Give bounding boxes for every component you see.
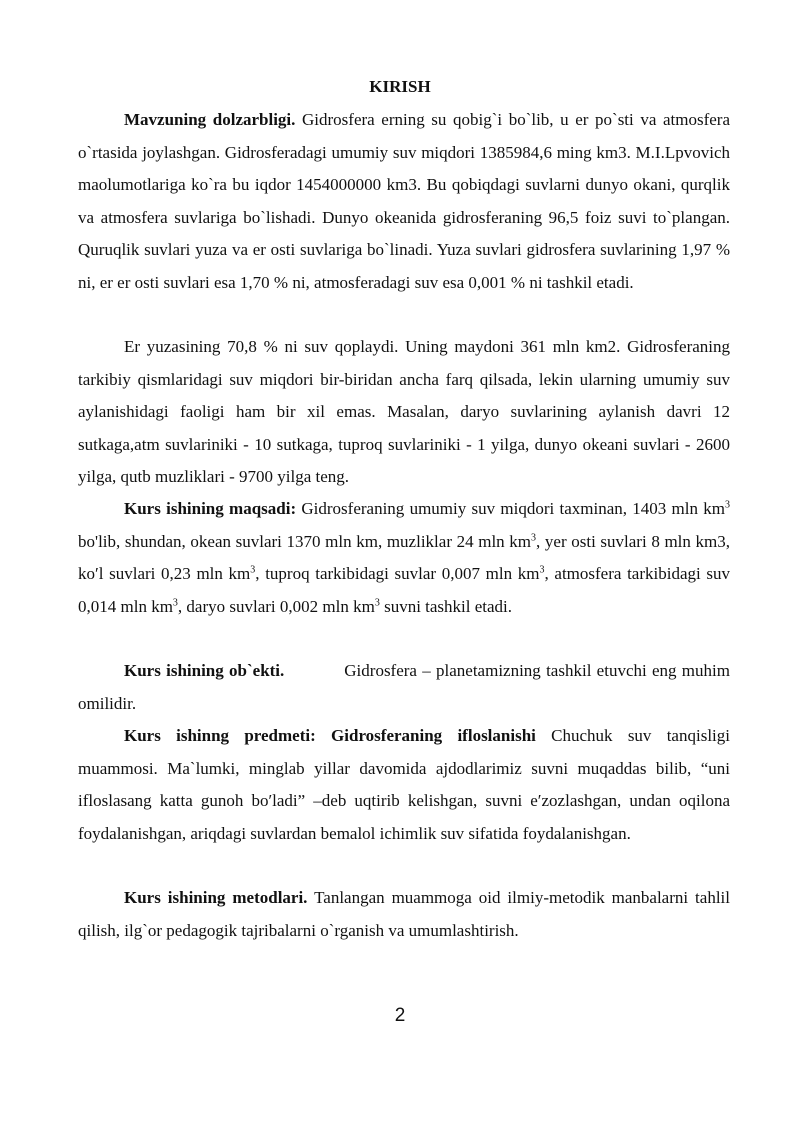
text-goal-6: , daryo suvlari 0,002 mln km	[177, 596, 375, 616]
heading-relevance: Mavzuning dolzarbligi.	[124, 110, 296, 129]
text-relevance: Gidrosfera erning su qobig`i bo`lib, u er po`sti va atmosfera o`rtasida joylashgan. Gidrosferadagi umumiy suv miqdori 1385984,6 ming km3. M.I.Lpvovich maolumotlariga ko`ra bu iqdor 1454000000 km3. Bu qobiqdagi suvlarni dunyo okani, qurqlik va atmosfera suvlariga bo`lishadi. Dunyo okeanida gidrosferaning 96,5 foiz suvi to`plangan. Quruqlik suvlari yuza va er osti suvlariga bo`linadi. Yuza suvlari gidrosfera suvlarining 1,97 % ni, er er osti suvlari esa 1,70 % ni, atmosferadagi suv esa 0,001 % ni tashkil etadi.	[78, 110, 730, 292]
text-goal-4: , tuproq tarkibidagi suvlar 0,007 mln km	[255, 564, 540, 583]
superscript-3: 3	[172, 596, 178, 608]
superscript-3: 3	[374, 596, 380, 608]
paragraph-earth-surface	[78, 331, 730, 494]
superscript-3: 3	[531, 531, 537, 543]
superscript-3: 3	[250, 564, 256, 576]
text-object: Gidrosfera – planetamizning tashkil etuvchi eng muhim omilidir.	[78, 661, 730, 713]
heading-methods: Kurs ishining metodlari.	[124, 888, 308, 907]
text-goal-1: Gidrosferaning umumiy suv miqdori taxminan, 1403 mln km	[296, 499, 725, 518]
text-goal-2: bo'lib, shundan, okean suvlari 1370 mln km, muzliklar 24 mln km	[78, 531, 532, 551]
text-goal-7: suvni tashkil etadi.	[379, 596, 513, 616]
paragraph-relevance	[78, 104, 730, 299]
text-methods: Tanlangan muammoga oid ilmiy-metodik manbalarni tahlil qilish, ilg`or pedagogik tajribalarni o`rganish va umumlashtirish.	[78, 888, 730, 940]
paragraph-subject	[78, 720, 730, 850]
paragraph-object	[78, 655, 730, 720]
text-earth-surface: Er yuzasining 70,8 % ni suv qoplaydi. Uning maydoni 361 mln km2. Gidrosferaning tarkibiy qismlaridagi suv miqdori bir-biridan ancha farq qilsada, lekin ularning umumiy suv aylanishidagi faoligi ham bir xil emas. Masalan, daryo suvlarining aylanish davri 12 sutkaga,atm suvlariniki - 10 sutkaga, tuproq suvlariniki - 1 yilga, dunyo okeani suvlari - 2600 yilga, qutb muzliklari - 9700 yilga teng.	[78, 337, 730, 486]
text-subject: Chuchuk suv tanqisligi muammosi. Ma`lumki, minglab yillar davomida ajdodlarimiz suvni muqaddas bilib, “uni ifloslasang katta gunoh bo′ladi” –deb uqtirib kelishgan, suvni e′zozlashgan, undan oqilona foydalanishgan, ariqdagi suvlardan bemalol ichimlik suv sifatida foydalanishgan.	[78, 726, 730, 843]
page-number: 2	[394, 1005, 406, 1026]
page-title: KIRISH	[369, 77, 431, 96]
superscript-3: 3	[725, 499, 730, 511]
text-goal-3: , yer osti suvlari 8 mln km3, ko′l suvlari 0,23 mln km	[78, 531, 730, 583]
paragraph-goal	[78, 493, 730, 623]
text-goal-5: , atmosfera tarkibidagi suv 0,014 mln km	[78, 564, 730, 616]
superscript-3: 3	[539, 564, 545, 576]
paragraph-methods	[78, 882, 730, 947]
heading-subject: Kurs ishinng predmeti: Gidrosferaning ifloslanishi	[124, 726, 536, 745]
heading-object: Kurs ishining ob`ekti.	[124, 661, 285, 680]
heading-goal: Kurs ishining maqsadi:	[124, 499, 297, 518]
